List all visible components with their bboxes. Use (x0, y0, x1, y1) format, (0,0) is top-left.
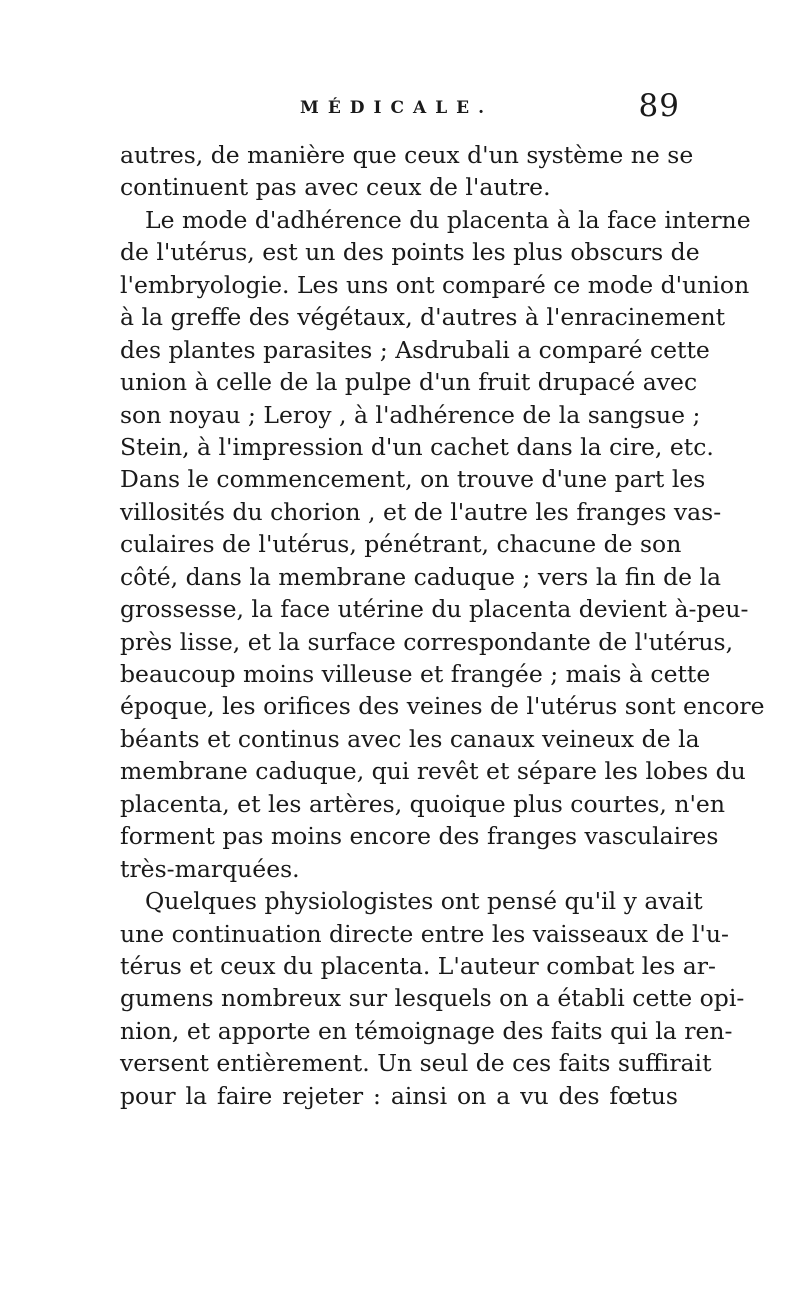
text-line: très-marquées. (120, 854, 300, 883)
text-line: beaucoup moins villeuse et frangée ; mais à cette (120, 660, 711, 688)
text-line: union à celle de la pulpe d'un fruit drupacé avec (120, 368, 698, 397)
body-text (120, 139, 765, 1112)
text-line: nion, et apporte en témoignage des faits qui la ren- (120, 1016, 733, 1045)
running-title: MÉDICALE. (300, 98, 494, 118)
text-line: côté, dans la membrane caduque ; vers la fin de la (120, 562, 722, 591)
paragraph-start-line: Quelques physiologistes ont pensé qu'il y avait (145, 887, 703, 916)
text-line: forment pas moins encore des franges vasculaires (120, 822, 719, 851)
text-line: autres, de manière que ceux d'un système ne se (120, 141, 694, 169)
text-line: son noyau ; Leroy , à l'adhérence de la sangsue ; (120, 400, 701, 429)
text-line: membrane caduque, qui revêt et sépare les lobes du (120, 757, 746, 786)
text-line: béants et continus avec les canaux veineux de la (120, 724, 700, 753)
text-line: Dans le commencement, on trouve d'une part les (120, 465, 706, 494)
text-line: à la greffe des végétaux, d'autres à l'enracinement (120, 303, 726, 332)
text-line: une continuation directe entre les vaisseaux de l'u- (120, 919, 729, 948)
text-line: grossesse, la face utérine du placenta devient à-peu- (120, 595, 749, 624)
text-line: villosités du chorion , et de l'autre les franges vas- (120, 497, 722, 526)
text-line: continuent pas avec ceux de l'autre. (120, 173, 551, 202)
text-line: culaires de l'utérus, pénétrant, chacune de son (120, 530, 682, 559)
text-line: pour la faire rejeter : ainsi on a vu des fœtus (120, 1081, 678, 1110)
text-line: versent entièrement. Un seul de ces faits suffirait (120, 1049, 712, 1078)
text-line: près lisse, et la surface correspondante de l'utérus, (120, 627, 734, 656)
text-line: des plantes parasites ; Asdrubali a comparé cette (120, 335, 710, 364)
text-line: de l'utérus, est un des points les plus obscurs de (120, 238, 700, 267)
paragraph-start-line: Le mode d'adhérence du placenta à la face interne (145, 205, 751, 234)
text-line: époque, les orifices des veines de l'utérus sont encore (120, 692, 765, 721)
text-line: térus et ceux du placenta. L'auteur combat les ar- (120, 951, 716, 980)
text-line: Stein, à l'impression d'un cachet dans la cire, etc. (120, 432, 714, 461)
page-number: 89 (638, 88, 680, 124)
text-line: l'embryologie. Les uns ont comparé ce mode d'union (120, 270, 750, 299)
text-line: gumens nombreux sur lesquels on a établi cette opi- (120, 984, 745, 1013)
running-header (120, 88, 680, 128)
text-line: placenta, et les artères, quoique plus courtes, n'en (120, 789, 725, 818)
